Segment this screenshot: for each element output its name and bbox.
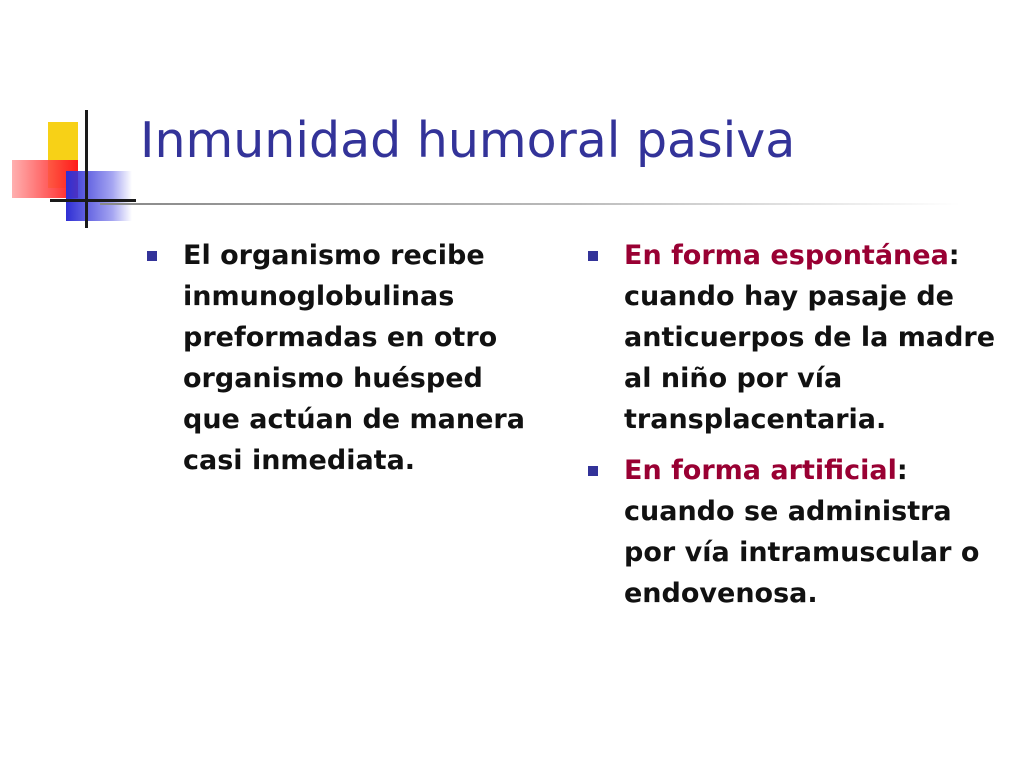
left-column-list <box>147 235 542 491</box>
bullet-text: : cuando se administra por vía intramuscular o endovenosa. <box>624 455 980 609</box>
ornament-blue-bar <box>66 171 132 221</box>
square-bullet-icon <box>588 251 598 261</box>
bullet-highlight: En forma artificial <box>624 455 897 486</box>
slide-title: Inmunidad humoral pasiva <box>140 112 796 169</box>
list-item <box>588 235 1008 440</box>
right-column-list <box>588 235 1008 624</box>
title-divider <box>100 203 960 205</box>
list-item <box>147 235 542 481</box>
ornament-horizontal-line <box>50 199 136 202</box>
bullet-text: : cuando hay pasaje de anticuerpos de la madre al niño por vía transplacentaria. <box>624 240 996 435</box>
bullet-text: El organismo recibe inmunoglobulinas preformadas en otro organismo huésped que actúan de manera casi inmediata. <box>183 240 525 476</box>
square-bullet-icon <box>147 251 157 261</box>
ornament-vertical-line <box>85 110 88 228</box>
square-bullet-icon <box>588 466 598 476</box>
list-item <box>588 450 1008 614</box>
bullet-highlight: En forma espontánea <box>624 240 949 271</box>
